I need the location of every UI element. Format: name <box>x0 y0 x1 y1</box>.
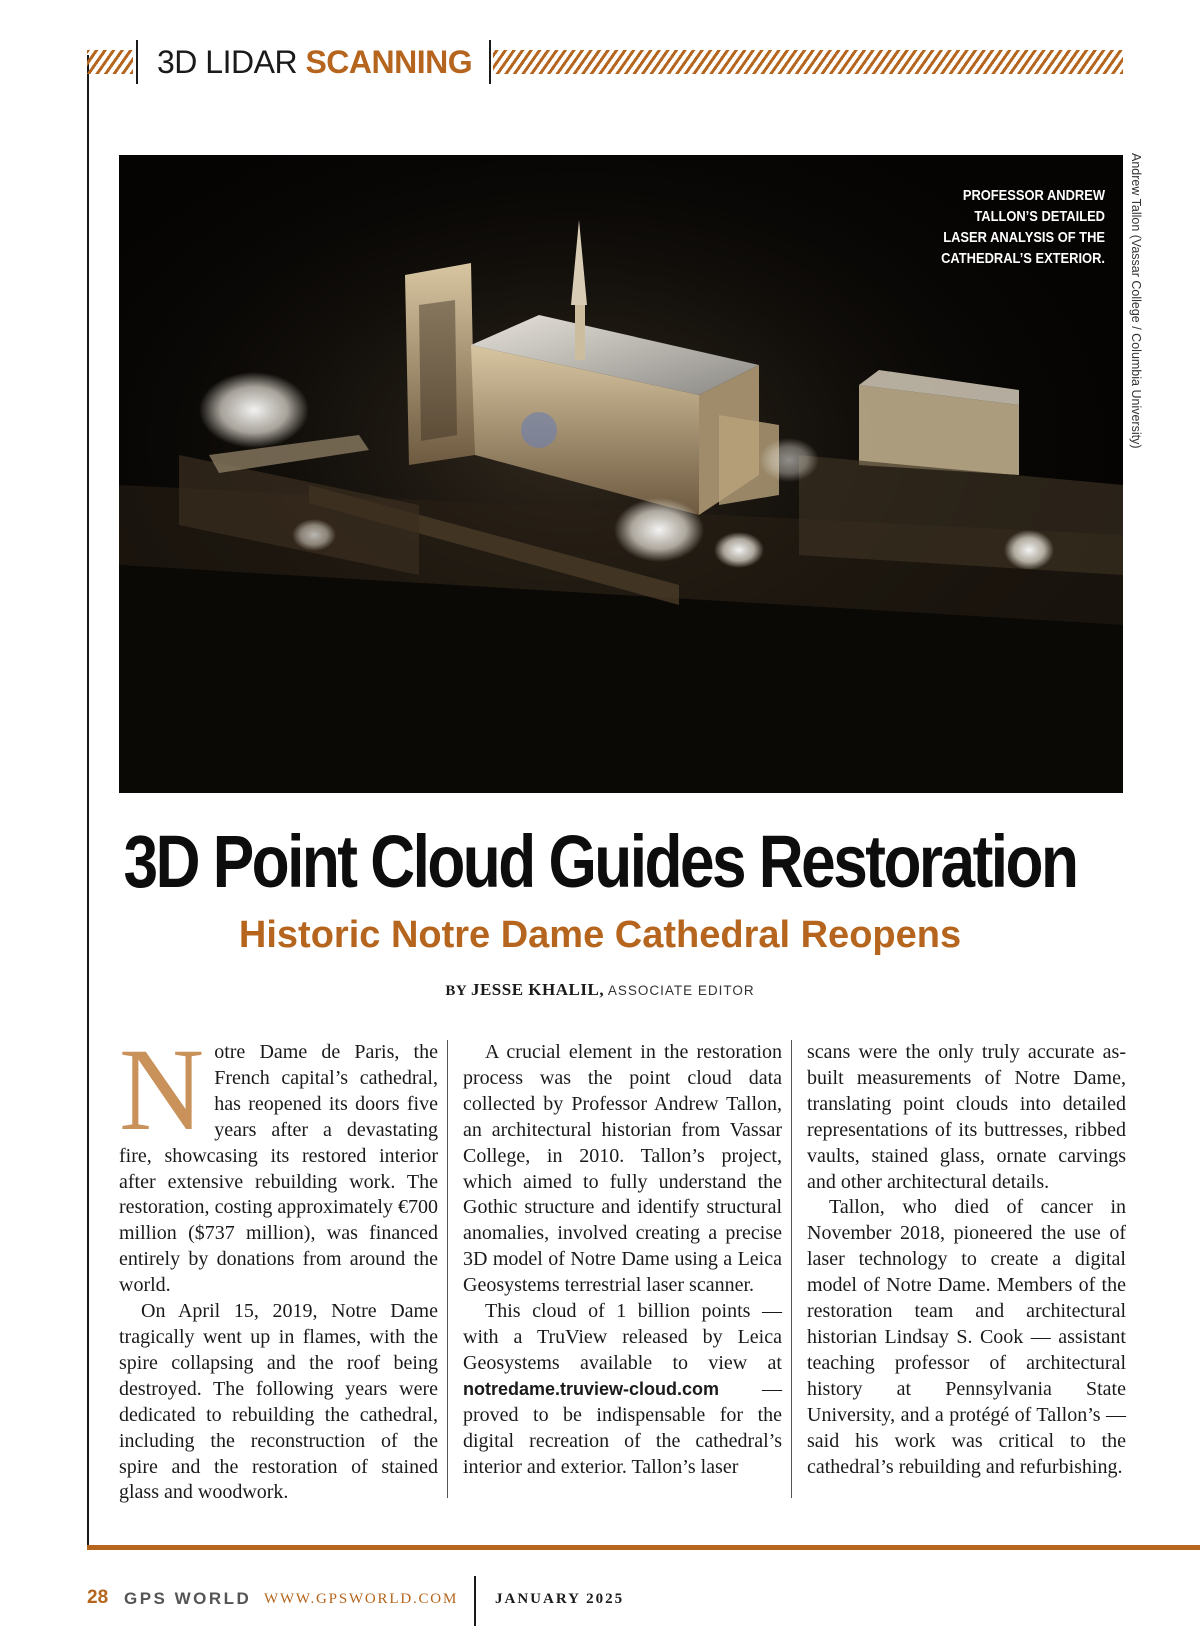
photo-credit-text: Andrew Tallon (Vassar College / Columbia University) <box>1129 153 1143 449</box>
drop-cap: N <box>119 1024 205 1155</box>
article-column-3 <box>807 1040 1126 1480</box>
paragraph: A crucial element in the restoration process was the point cloud data collected by Professor Andrew Tallon, an architectural historian from Vassar College, in 2010. Tallon’s project, which aimed to fully understand the Gothic structure and identify structural anomalies, involved creating a precise 3D model of Notre Dame using a Leica Geosystems terrestrial laser scanner. <box>463 1041 782 1297</box>
paragraph: Tallon, who died of cancer in November 2018, pioneered the use of laser technology to create a digital model of Notre Dame. Members of the restoration team and architectural historian Lindsay S. Cook — assistant teaching professor of architectural history at Pennsylvania State University, and a protégé of Tallon’s — said his work was critical to the cathedral’s rebuilding and refurbishing. <box>807 1196 1126 1478</box>
author-name: JESSE KHALIL, <box>470 980 605 999</box>
lidar-point-cloud-image <box>119 155 1123 793</box>
byline <box>0 980 1200 1001</box>
footer-divider <box>474 1576 476 1626</box>
article-column-1 <box>119 1024 438 1506</box>
paragraph-text: — proved to be indispensable for the digital recreation of the cathedral’s interior and exterior. Tallon’s laser <box>463 1377 782 1478</box>
section-title <box>157 42 472 82</box>
article-subhead: Historic Notre Dame Cathedral Reopens <box>238 914 962 956</box>
section-title-primary: 3D LIDAR <box>157 44 298 80</box>
photo-caption: PROFESSOR ANDREW TALLON’S DETAILED LASER ANALYSIS OF THE CATHEDRAL’S EXTERIOR. <box>941 187 1105 267</box>
paragraph <box>119 1024 438 1299</box>
author-role: ASSOCIATE EDITOR <box>607 983 755 998</box>
section-header <box>87 40 1123 84</box>
paragraph: scans were the only truly accurate as-built measurements of Notre Dame, translating point clouds into detailed representations of its buttresses, ribbed vaults, stained glass, ornate carvings and other architectural details. <box>807 1041 1126 1193</box>
column-divider <box>791 1040 792 1498</box>
magazine-name: GPS WORLD <box>124 1589 252 1608</box>
website-link[interactable]: WWW.GPSWORLD.COM <box>264 1591 459 1607</box>
header-hatch-right <box>493 50 1123 74</box>
truview-link[interactable]: notredame.truview-cloud.com <box>463 1378 720 1399</box>
header-hatch-left <box>87 50 133 74</box>
paragraph: On April 15, 2019, Notre Dame tragically went up in flames, with the spire collapsing and the roof being destroyed. The following years were dedicated to rebuilding the cathedral, including the reconstruction of the spire and the restoration of stained glass and woodwork. <box>119 1300 438 1504</box>
byline-prefix: BY <box>445 983 468 999</box>
header-divider-right <box>489 40 491 84</box>
header-divider-left <box>136 40 138 84</box>
article-headline: 3D Point Cloud Guides Restoration <box>123 820 1077 903</box>
margin-rule <box>87 55 89 1547</box>
column-divider <box>447 1040 448 1498</box>
section-title-accent: SCANNING <box>305 44 473 80</box>
footer-rule <box>87 1545 1200 1550</box>
paragraph <box>463 1299 782 1480</box>
issue-date: JANUARY 2025 <box>495 1591 625 1607</box>
article-column-2 <box>463 1040 782 1480</box>
photo-credit <box>1127 153 1145 449</box>
page-number: 28 <box>87 1587 109 1608</box>
paragraph-text: otre Dame de Paris, the French capital’s cathedral, has reopened its doors five years after a devastating fire, showcasing its restored interior after extensive rebuilding work. The restoration, costing approximately €700 million ($737 million), was financed entirely by donations from around the world. <box>119 1041 438 1297</box>
paragraph-text: This cloud of 1 billion points — with a TruView released by Leica Geosystems available to view at <box>463 1300 782 1374</box>
